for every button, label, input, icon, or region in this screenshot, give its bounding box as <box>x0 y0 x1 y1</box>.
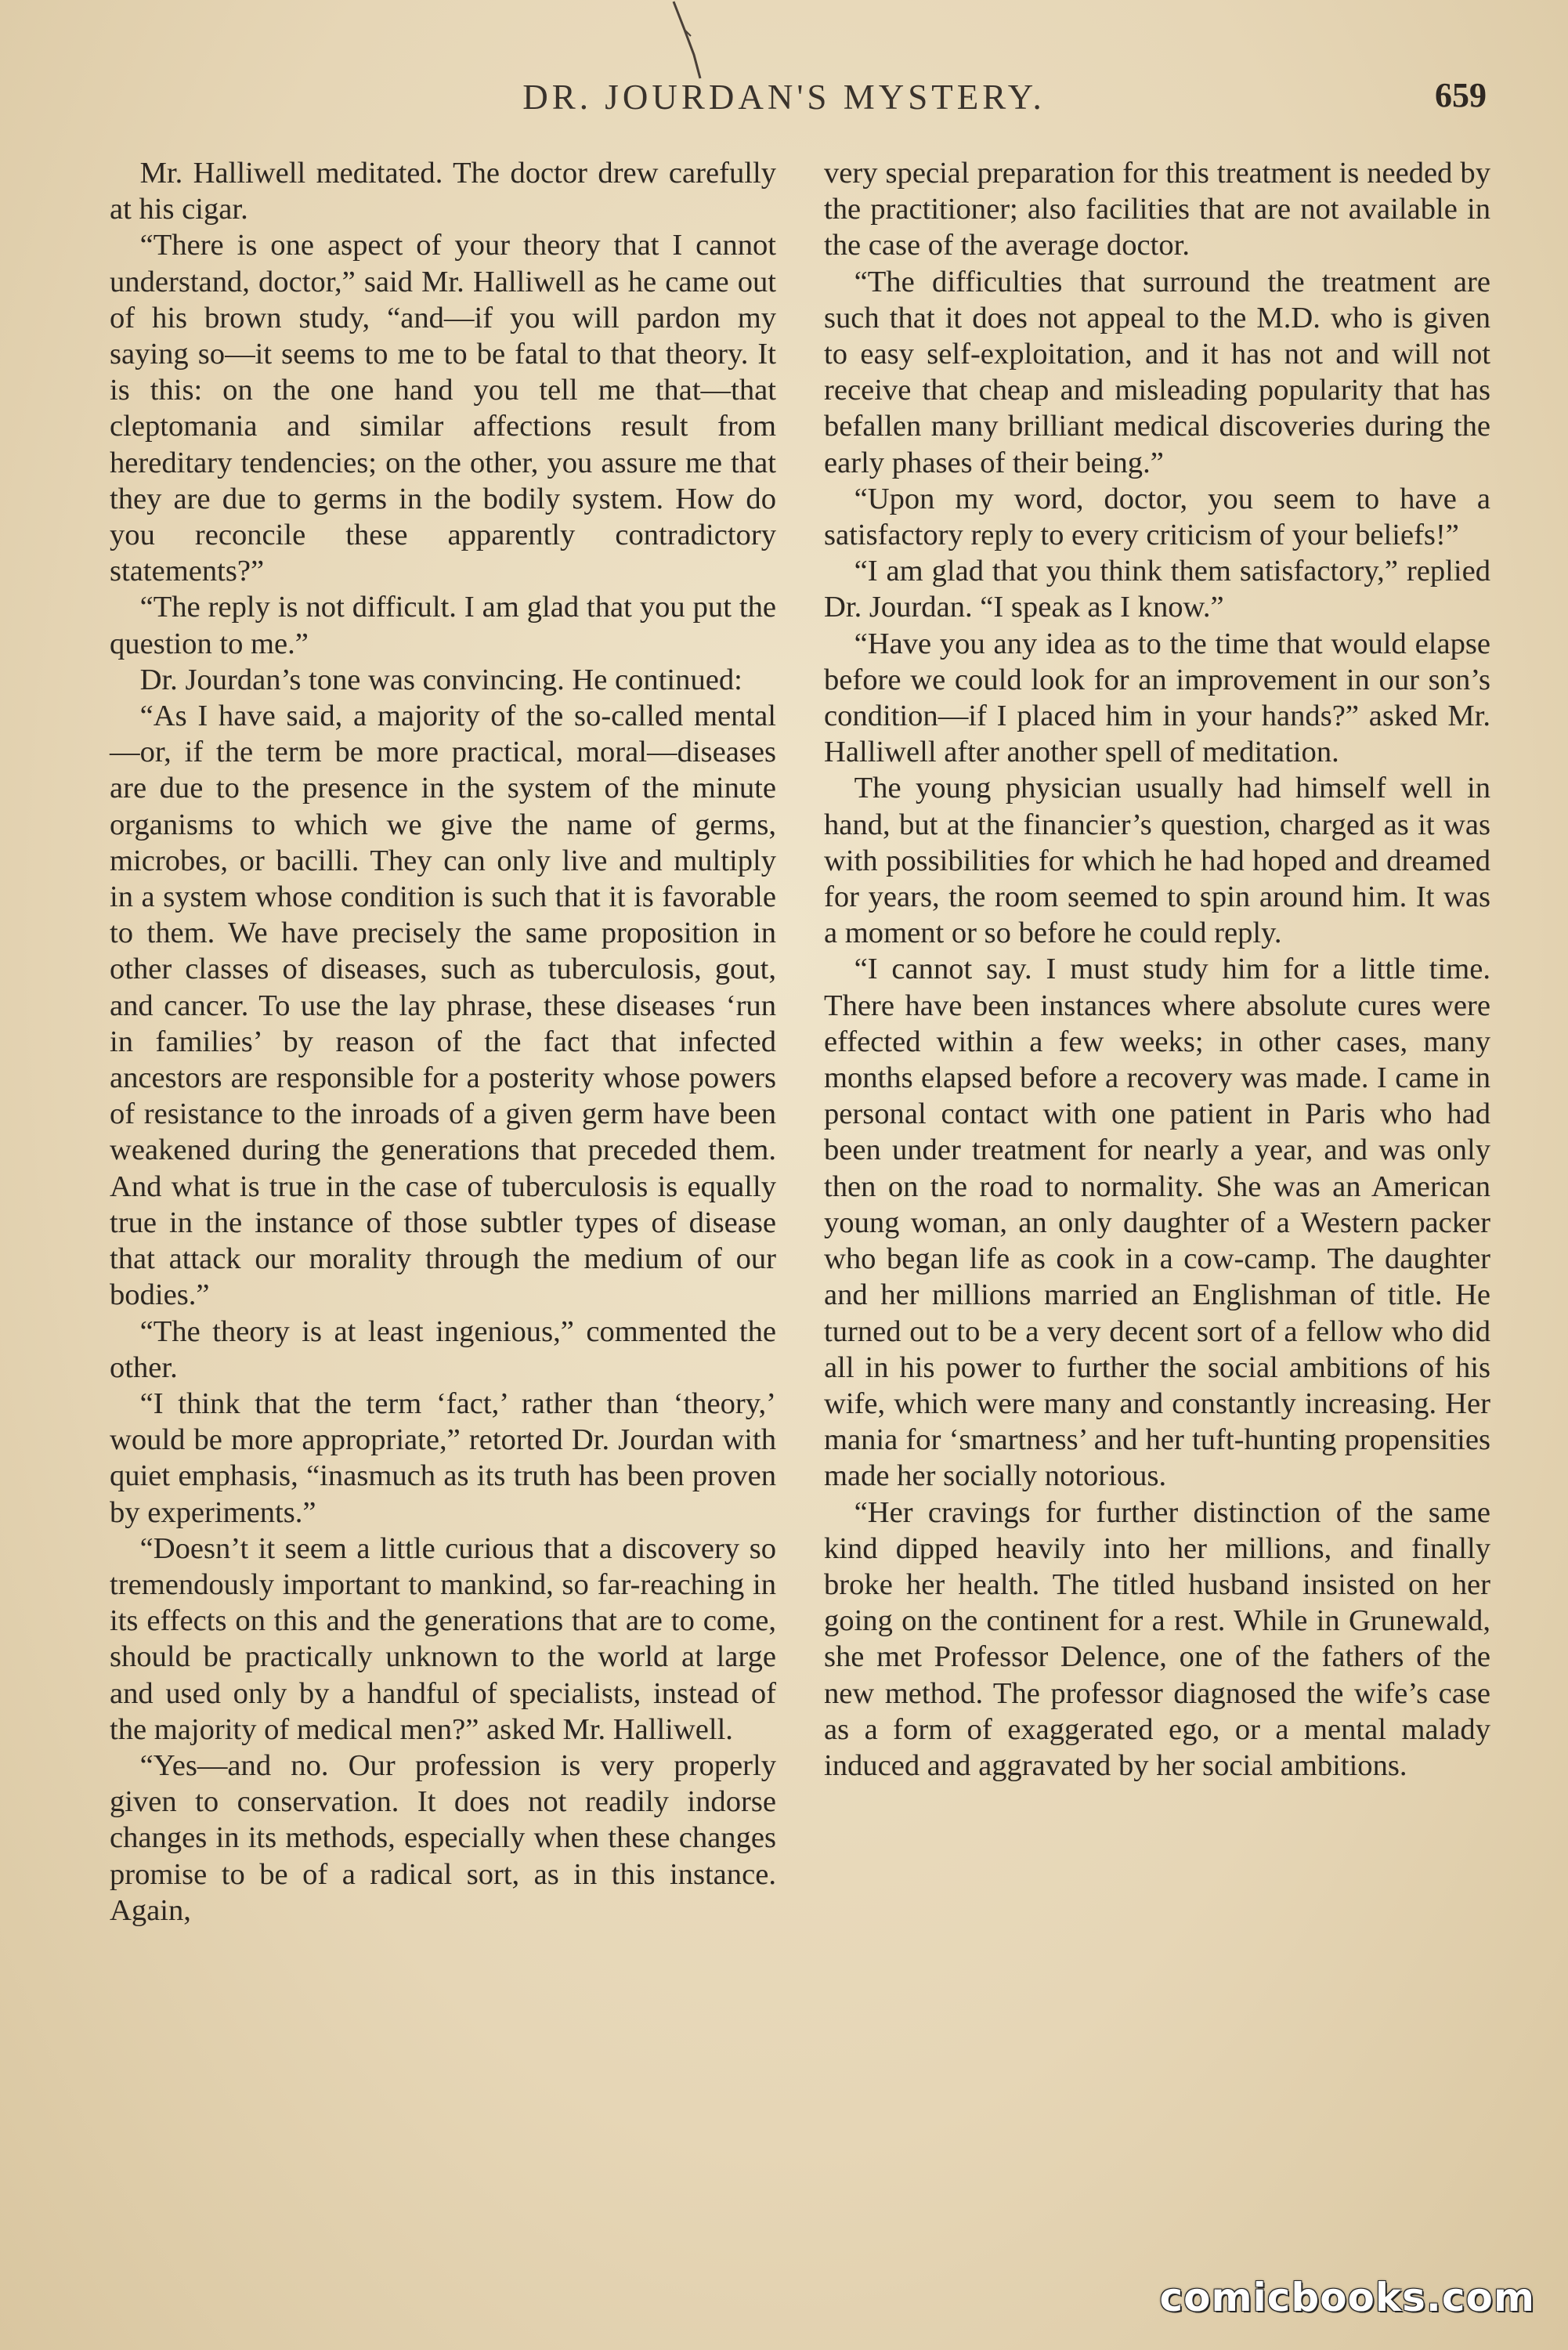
paragraph: “There is one aspect of your theory that I cannot understand, doctor,” said Mr. Halliwell as he came out of his brown study, “and—if you will pardon my saying so—it seems to me to be fatal to that theory. It is this: on the one hand you tell me that—that cleptomania and similar affections result from hereditary tendencies; on the other, you assure me that they are due to germs in the bodily system. How do you reconcile these apparently contradictory statements?” <box>110 229 776 588</box>
running-head <box>0 72 1568 127</box>
paragraph: “The difficulties that surround the treatment are such that it does not appeal to the M.D. who is given to easy self-exploitation, and it has not and will not receive that cheap and misleading popularity that has befallen many brilliant medical discoveries during the early phases of their being.” <box>824 265 1490 479</box>
paragraph: “The theory is at least ingenious,” commented the other. <box>110 1314 776 1384</box>
paragraph: “I am glad that you think them satisfactory,” replied Dr. Jourdan. “I speak as I know.” <box>824 555 1490 624</box>
pen-mark-icon <box>667 0 714 86</box>
paragraph: “I think that the term ‘fact,’ rather than ‘theory,’ would be more appropriate,” retorted Dr. Jourdan with quiet emphasis, “inasmuch as its truth has been proven by experiments.” <box>110 1386 776 1529</box>
watermark: comicbooks.com <box>1159 2275 1535 2320</box>
paragraph: “Upon my word, doctor, you seem to have a satisfactory reply to every criticism of your beliefs!” <box>824 482 1490 552</box>
paragraph: “Yes—and no. Our profession is very properly given to conservation. It does not readily indorse changes in its methods, especially when these changes promise to be of a radical sort, as in this instance. Again, <box>110 1748 776 1927</box>
paragraph: “Doesn’t it seem a little curious that a discovery so tremendously important to mankind, so far-reaching in its effects on this and the generations that are to come, should be practically unknown to the world at large and used only by a handful of specialists, instead of the majority of medical men?” asked Mr. Halliwell. <box>110 1531 776 1746</box>
paragraph: Mr. Halliwell meditated. The doctor drew carefully at his cigar. <box>110 157 776 226</box>
paragraph: very special preparation for this treatment is needed by the practitioner; also facilities that are not available in the case of the average doctor. <box>824 157 1490 262</box>
left-column <box>110 155 776 1929</box>
page-number: 659 <box>1435 76 1487 114</box>
right-column <box>824 155 1490 1784</box>
page-title: DR. JOURDAN'S MYSTERY. <box>522 78 1046 117</box>
paragraph: “Her cravings for further distinction of the same kind dipped heavily into her millions, and finally broke her health. The titled husband insisted on her going on the continent for a rest. While in Grunewald, she met Professor Delence, one of the fathers of the new method. The professor diagnosed the wife’s case as a form of exaggerated ego, or a mental malady induced and aggravated by her social ambitions. <box>824 1495 1490 1782</box>
paragraph: “The reply is not difficult. I am glad that you put the question to me.” <box>110 591 776 660</box>
paragraph: Dr. Jourdan’s tone was convincing. He continued: <box>139 663 742 696</box>
paragraph: “As I have said, a majority of the so-called mental—or, if the term be more practical, moral—diseases are due to the presence in the system of the minute organisms to which we give the name of germs, microbes, or bacilli. They can only live and multiply in a system whose condition is such that it is favorable to them. We have precisely the same proposition in other classes of diseases, such as tuberculosis, gout, and cancer. To use the lay phrase, these diseases ‘run in families’ by reason of the fact that infected ancestors are responsible for a posterity whose powers of resistance to the inroads of a given germ have been weakened during the generations that preceded them. And what is true in the case of tuberculosis is equally true in the instance of those subtler types of disease that attack our morality through the medium of our bodies.” <box>110 700 776 1312</box>
paragraph: The young physician usually had himself well in hand, but at the financier’s question, charged as it was with possibilities for which he had hoped and dreamed for years, the room seemed to spin around him. It was a moment or so before he could reply. <box>824 772 1490 950</box>
paragraph: “Have you any idea as to the time that would elapse before we could look for an improvement in our son’s condition—if I placed him in your hands?” asked Mr. Halliwell after another spell of meditation. <box>824 627 1490 769</box>
paragraph: “I cannot say. I must study him for a little time. There have been instances where absolute cures were effected within a few weeks; in other cases, many months elapsed before a recovery was made. I came in personal contact with one patient in Paris who had been under treatment for nearly a year, and was only then on the road to normality. She was an American young woman, an only daughter of a Western packer who began life as cook in a cow-camp. The daughter and her millions married an Englishman of title. He turned out to be a very decent sort of a fellow who did all in his power to further the social ambitions of his wife, which were many and constantly increasing. Her mania for ‘smartness’ and her tuft-hunting propensities made her socially notorious. <box>824 953 1490 1493</box>
